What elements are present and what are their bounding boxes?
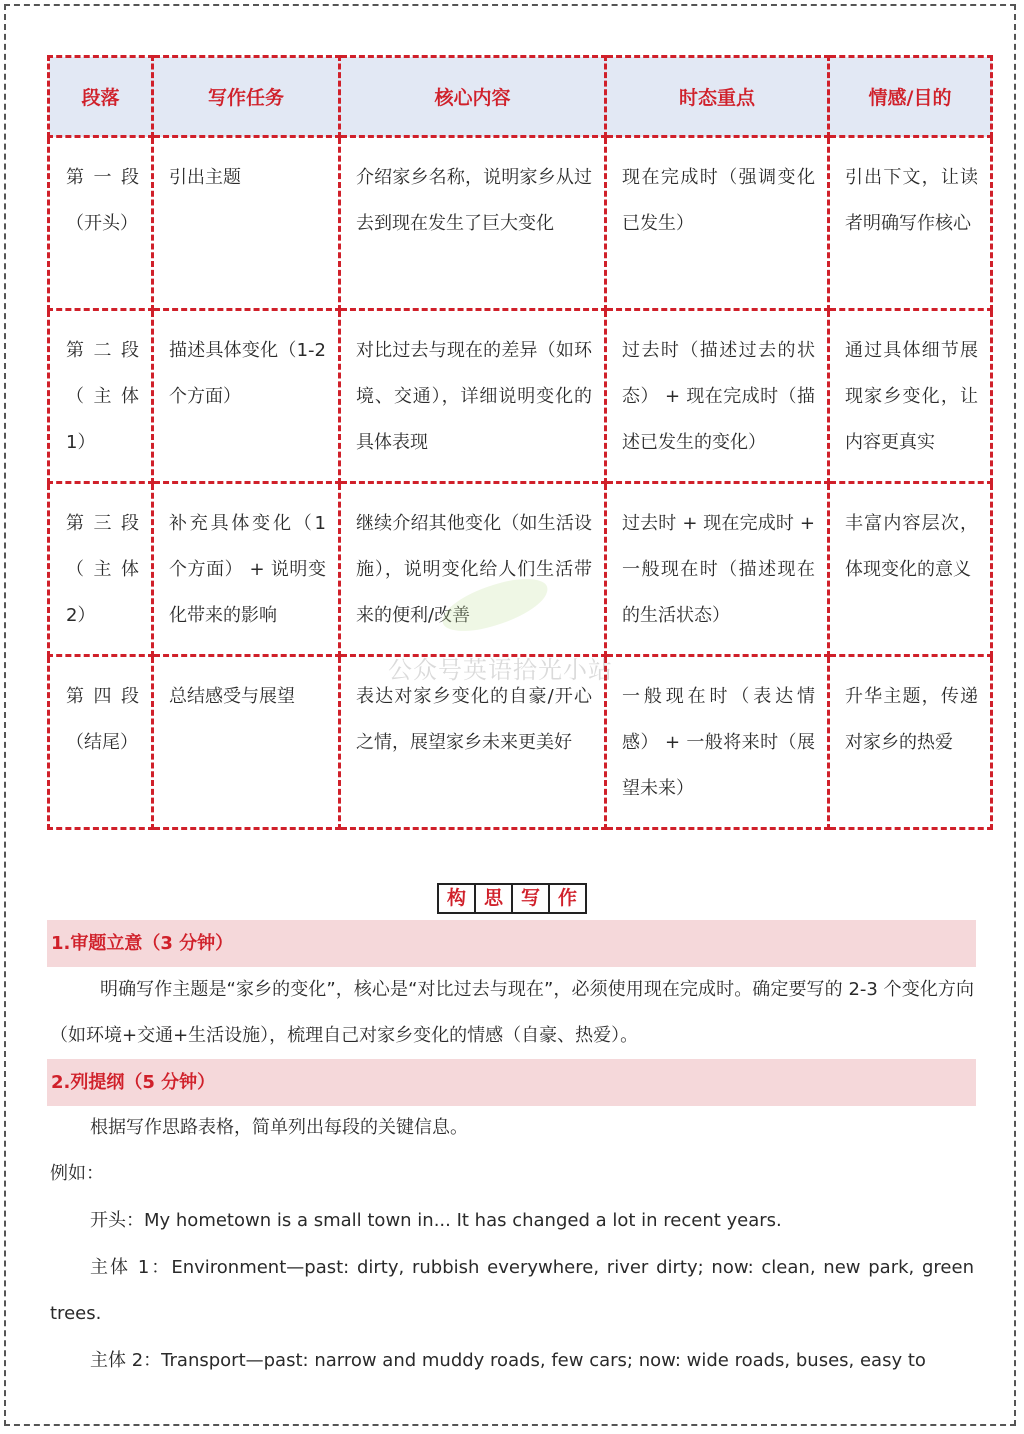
- cell-tense: 一般现在时（表达情感） + 一般将来时（展望未来）: [606, 656, 829, 829]
- cell-purpose: 通过具体细节展现家乡变化，让内容更真实: [829, 310, 992, 483]
- writing-plan-table: [47, 55, 993, 830]
- header-paragraph: 段落: [49, 57, 153, 137]
- header-content: 核心内容: [340, 57, 606, 137]
- heading-char: 作: [558, 887, 578, 909]
- section-heading: [437, 883, 587, 914]
- table-row: [49, 656, 992, 829]
- header-task: 写作任务: [153, 57, 340, 137]
- section-2-example-label: 例如：: [50, 1163, 104, 1184]
- cell-tense: 过去时 + 现在完成时 + 一般现在时（描述现在的生活状态）: [606, 483, 829, 656]
- table-row: [49, 137, 992, 310]
- cell-task: 引出主题: [153, 137, 340, 310]
- cell-task: 描述具体变化（1-2 个方面）: [153, 310, 340, 483]
- cell-paragraph: 第 一 段（开头）: [49, 137, 153, 310]
- cell-tense: 过去时（描述过去的状态） + 现在完成时（描述已发生的变化）: [606, 310, 829, 483]
- table-row: [49, 310, 992, 483]
- section-2-intro: 根据写作思路表格，简单列出每段的关键信息。: [90, 1117, 468, 1138]
- cell-content: 对比过去与现在的差异（如环境、交通），详细说明变化的具体表现: [340, 310, 606, 483]
- outline-line-intro: 开头：My hometown is a small town in... It has changed a lot in recent years.: [90, 1210, 782, 1231]
- cell-purpose: 引出下文，让读者明确写作核心: [829, 137, 992, 310]
- section-title-1: 1.审题立意（3 分钟）: [47, 920, 976, 967]
- table-header-row: [49, 57, 992, 137]
- cell-paragraph: 第 四 段（结尾）: [49, 656, 153, 829]
- cell-content: 表达对家乡变化的自豪/开心之情，展望家乡未来更美好: [340, 656, 606, 829]
- header-tense: 时态重点: [606, 57, 829, 137]
- cell-purpose: 丰富内容层次，体现变化的意义: [829, 483, 992, 656]
- header-purpose: 情感/目的: [829, 57, 992, 137]
- heading-char: 写: [513, 885, 550, 912]
- table-row: [49, 483, 992, 656]
- cell-content: 继续介绍其他变化（如生活设施），说明变化给人们生活带来的便利/改善: [340, 483, 606, 656]
- cell-content: 介绍家乡名称，说明家乡从过去到现在发生了巨大变化: [340, 137, 606, 310]
- cell-task: 总结感受与展望: [153, 656, 340, 829]
- section-title-2: 2.列提纲（5 分钟）: [47, 1059, 976, 1106]
- cell-paragraph: 第 三 段（ 主 体 2）: [49, 483, 153, 656]
- cell-task: 补充具体变化（1 个方面） + 说明变化带来的影响: [153, 483, 340, 656]
- watermark: 公众号英语拾光小站: [388, 656, 613, 684]
- cell-tense: 现在完成时（强调变化已发生）: [606, 137, 829, 310]
- section-1-text: 明确写作主题是“家乡的变化”，核心是“对比过去与现在”，必须使用现在完成时。确定要写的 2-3 个变化方向（如环境+交通+生活设施），梳理自己对家乡变化的情感（自豪、热爱）。: [50, 979, 974, 1046]
- cell-paragraph: 第 二 段（主体 1）: [49, 310, 153, 483]
- outline-line-body1: 主体 1：Environment—past: dirty, rubbish everywhere, river dirty; now: clean, new park, green trees.: [50, 1257, 974, 1324]
- heading-char: 构: [439, 885, 476, 912]
- heading-char: 思: [476, 885, 513, 912]
- cell-purpose: 升华主题，传递对家乡的热爱: [829, 656, 992, 829]
- outline-line-body2: 主体 2：Transport—past: narrow and muddy roads, few cars; now: wide roads, buses, easy to: [90, 1350, 926, 1371]
